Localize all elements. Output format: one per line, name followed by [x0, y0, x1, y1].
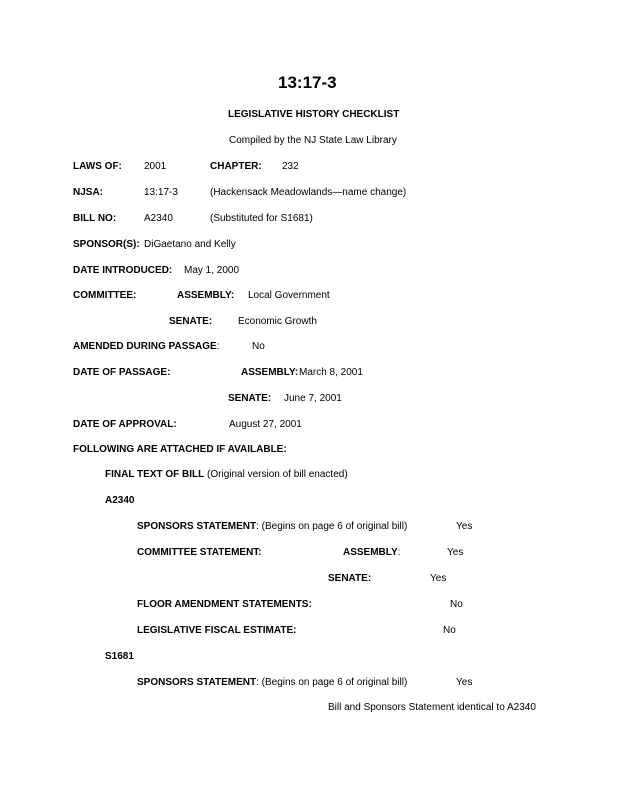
passage-label: DATE OF PASSAGE: [73, 367, 171, 378]
bill-no-note: (Substituted for S1681) [210, 213, 313, 224]
date-introduced-label: DATE INTRODUCED: [73, 265, 173, 276]
a2340-sponsors-row [137, 521, 407, 533]
a2340-heading: A2340 [105, 495, 135, 506]
passage-assembly-label: ASSEMBLY: [241, 367, 299, 378]
s1681-sponsors-note: : (Begins on page 6 of original bill) [256, 677, 408, 688]
s1681-sponsors-row [137, 677, 407, 689]
laws-of-label: LAWS OF: [73, 161, 122, 172]
chapter-value: 232 [282, 161, 299, 172]
compiled-by: Compiled by the NJ State Law Library [229, 135, 397, 146]
final-text-label: FINAL TEXT OF BILL [105, 469, 205, 480]
document-subtitle: LEGISLATIVE HISTORY CHECKLIST [228, 109, 400, 120]
committee-label: COMMITTEE: [73, 290, 137, 301]
sponsors-value: DiGaetano and Kelly [144, 239, 236, 250]
approval-value: August 27, 2001 [229, 419, 302, 430]
a2340-sponsors-value: Yes [456, 521, 473, 532]
chapter-label: CHAPTER: [210, 161, 262, 172]
njsa-value: 13:17-3 [144, 187, 178, 198]
a2340-committee-assembly-colon: : [397, 547, 401, 558]
a2340-committee-assembly-row [343, 547, 400, 559]
a2340-committee-label: COMMITTEE STATEMENT: [137, 547, 262, 558]
s1681-sponsors-value: Yes [456, 677, 473, 688]
passage-senate-value: June 7, 2001 [284, 393, 342, 404]
attached-heading: FOLLOWING ARE ATTACHED IF AVAILABLE: [73, 444, 287, 455]
a2340-fiscal-value: No [443, 625, 456, 636]
passage-senate-label: SENATE: [228, 393, 272, 404]
committee-assembly-label: ASSEMBLY: [177, 290, 235, 301]
final-text-note: (Original version of bill enacted) [204, 469, 348, 480]
bill-no-label: BILL NO: [73, 213, 117, 224]
a2340-sponsors-note: : (Begins on page 6 of original bill) [256, 521, 408, 532]
a2340-committee-assembly-value: Yes [447, 547, 464, 558]
s1681-heading: S1681 [105, 651, 134, 662]
a2340-committee-senate-label: SENATE: [328, 573, 372, 584]
njsa-note: (Hackensack Meadowlands—name change) [210, 187, 407, 198]
amended-colon: : [216, 341, 220, 352]
committee-senate-value: Economic Growth [238, 316, 317, 327]
a2340-floor-label: FLOOR AMENDMENT STATEMENTS: [137, 599, 312, 610]
final-text-row [105, 469, 348, 481]
page-title: 13:17-3 [278, 73, 337, 92]
bill-no-value: A2340 [144, 213, 173, 224]
njsa-label: NJSA: [73, 187, 104, 198]
a2340-fiscal-label: LEGISLATIVE FISCAL ESTIMATE: [137, 625, 297, 636]
a2340-floor-value: No [450, 599, 463, 610]
a2340-committee-senate-value: Yes [430, 573, 447, 584]
approval-label: DATE OF APPROVAL: [73, 419, 177, 430]
s1681-sponsors-label: SPONSORS STATEMENT [137, 677, 257, 688]
a2340-sponsors-label: SPONSORS STATEMENT [137, 521, 257, 532]
committee-assembly-value: Local Government [248, 290, 330, 301]
passage-assembly-value: March 8, 2001 [299, 367, 363, 378]
s1681-identical-note: Bill and Sponsors Statement identical to A2340 [328, 702, 536, 713]
amended-row [73, 341, 220, 353]
amended-value: No [252, 341, 265, 352]
a2340-committee-assembly-label: ASSEMBLY [343, 547, 398, 558]
date-introduced-value: May 1, 2000 [184, 265, 240, 276]
amended-label: AMENDED DURING PASSAGE [73, 341, 217, 352]
sponsors-label: SPONSOR(S): [73, 239, 140, 250]
committee-senate-label: SENATE: [169, 316, 213, 327]
laws-of-value: 2001 [144, 161, 167, 172]
